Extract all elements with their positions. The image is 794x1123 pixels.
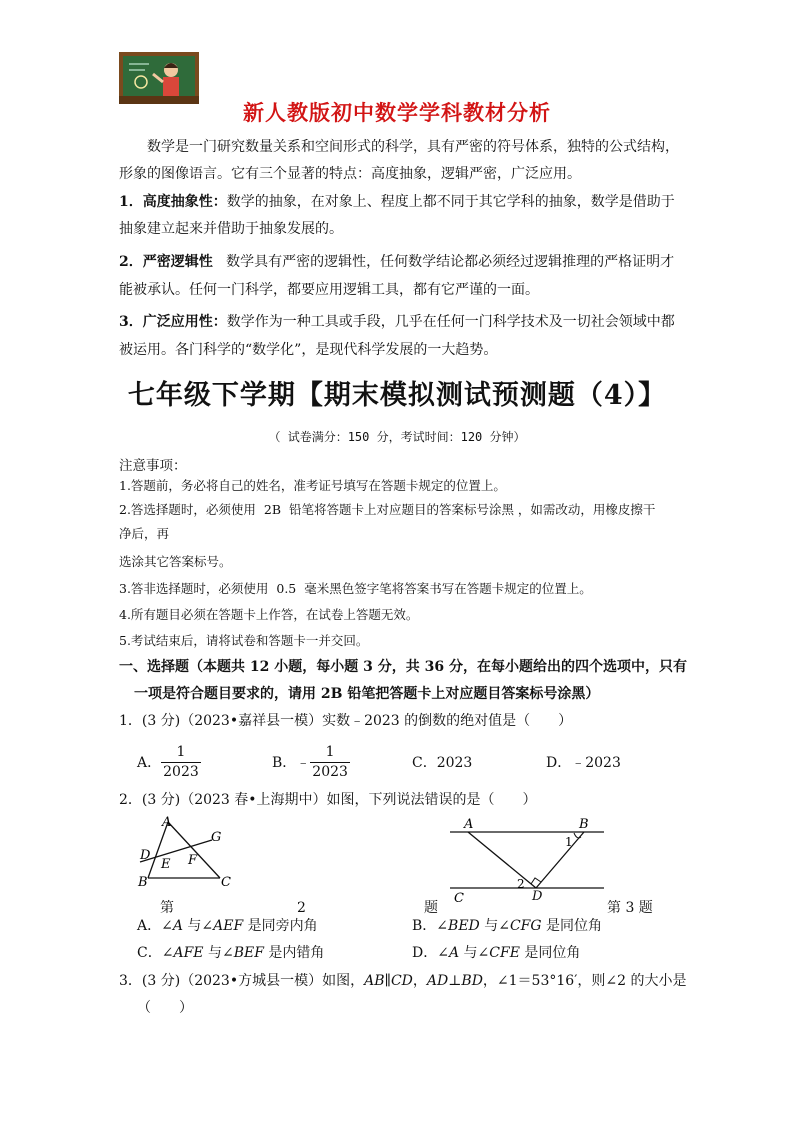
- exam-subtitle: （ 试卷满分：150 分，考试时间：120 分钟）: [268, 430, 526, 444]
- q3-seg-ad: AD: [426, 973, 449, 989]
- intro-point-2-cont: 能被承认。任何一门科学，都要应用逻辑工具，都有它严谨的一面。: [119, 282, 539, 298]
- q2-d-angle-1: A: [448, 945, 460, 961]
- q1-option-a: [137, 741, 201, 783]
- intro-line-2: 形象的图像语言。它有三个显著的特点：高度抽象，逻辑严密，广泛应用。: [119, 166, 581, 182]
- exam-title: 七年级下学期【期末模拟测试预测题（4）】: [127, 380, 667, 411]
- q3-stem-prefix: 3．(3 分)（2023•方城县一模）如图，: [119, 973, 365, 989]
- fig3-label-b: B: [579, 817, 589, 832]
- figure-q3: [448, 812, 608, 906]
- q2-c-angle-1: AFE: [173, 945, 204, 961]
- fig3-label-1: 1: [565, 835, 573, 849]
- q2-option-c: [137, 943, 324, 963]
- intro-point-3: [119, 312, 675, 332]
- point-2-label: 2．严密逻辑性: [119, 254, 213, 270]
- fig3-label-2: 2: [517, 877, 525, 891]
- note-2-cont: 净后，再: [119, 526, 170, 541]
- q1-option-b-fraction: [310, 743, 350, 782]
- q1-a-numerator: 1: [161, 743, 201, 763]
- q2-d-suffix: 是同位角: [519, 945, 581, 961]
- point-1-label: 1．高度抽象性：: [119, 194, 227, 210]
- q2-a-mid: 与∠: [182, 918, 214, 934]
- point-3-text: 数学作为一种工具或手段，几乎在任何一门科学技术及一切社会领域中都: [226, 314, 675, 330]
- q2-b-angle-2: CFG: [509, 918, 542, 934]
- note-2-cont-2: 选涂其它答案标号。: [119, 554, 232, 569]
- fig3-label-d: D: [532, 889, 543, 904]
- intro-point-1: [119, 192, 675, 212]
- section-1-heading-cont: 一项是符合题目要求的，请用 2B 铅笔把答题卡上对应题目答案标号涂黑）: [134, 686, 600, 702]
- fig2-label-e: E: [161, 857, 171, 872]
- intro-point-2: [119, 252, 674, 272]
- q2-c-prefix: C．∠: [137, 945, 174, 961]
- intro-point-1-cont: 抽象建立起来并借助于抽象发展的。: [119, 221, 343, 237]
- q3-comma: ，: [412, 973, 427, 989]
- fig2-label-b: B: [138, 875, 148, 890]
- q1-option-d: D．﹣2023: [546, 755, 621, 771]
- fig2-label-a: A: [162, 815, 172, 830]
- q2-a-suffix: 是同旁内角: [243, 918, 318, 934]
- q1-a-denominator: 2023: [163, 763, 199, 780]
- figure-q2: [134, 812, 244, 892]
- q2-option-b: [412, 916, 602, 936]
- q3-perp: ⊥: [448, 973, 462, 989]
- note-2: 2.答选择题时，必须使用 2B 铅笔将答题卡上对应题目的答案标号涂黑 ，如需改动，用橡皮擦干: [119, 502, 656, 517]
- q2-b-mid: 与∠: [479, 918, 510, 934]
- q2-a-prefix: A．∠: [137, 918, 173, 934]
- page-header-title: 新人教版初中数学学科教材分析: [243, 101, 551, 125]
- fig3-caption: 第 3 题: [607, 900, 653, 916]
- q1-b-denominator: 2023: [312, 763, 348, 780]
- note-4: 4.所有题目必须在答题卡上作答，在试卷上答题无效。: [119, 607, 419, 622]
- q3-stem-suffix: ，∠1＝53°16′，则∠2 的大小是: [482, 973, 687, 989]
- q2-b-suffix: 是同位角: [541, 918, 603, 934]
- point-1-text: 数学的抽象，在对象上、程度上都不同于其它学科的抽象，数学是借助于: [226, 194, 675, 210]
- q2-option-d: [412, 943, 580, 963]
- q2-b-prefix: B．∠: [412, 918, 449, 934]
- q3-seg-cd: CD: [390, 973, 413, 989]
- q2-c-mid: 与∠: [203, 945, 234, 961]
- q3-parallel: ∥: [384, 973, 391, 989]
- q2-d-angle-2: CFE: [489, 945, 520, 961]
- fig2-label-g: G: [211, 830, 222, 845]
- q2-b-angle-1: BED: [448, 918, 480, 934]
- q2-d-prefix: D．∠: [412, 945, 449, 961]
- q1-option-c: C．2023: [412, 755, 473, 771]
- question-2-stem: 2．(3 分)（2023 春•上海期中）如图，下列说法错误的是（ ）: [119, 792, 537, 808]
- q2-option-a: [137, 916, 318, 936]
- fig2-caption-number: 2: [297, 900, 306, 916]
- point-2-text: 数学具有严密的逻辑性，任何数学结论都必须经过逻辑推理的严格证明才: [212, 254, 675, 270]
- note-5: 5.考试结束后，请将试卷和答题卡一并交回。: [119, 633, 369, 648]
- q2-a-angle-1: A: [172, 918, 183, 934]
- fig3-label-c: C: [454, 891, 464, 906]
- q2-c-angle-2: BEF: [233, 945, 264, 961]
- intro-line-1: 数学是一门研究数量关系和空间形式的科学，具有严密的符号体系，独特的公式结构，: [147, 139, 679, 155]
- section-1-heading: 一、选择题（本题共 12 小题，每小题 3 分，共 36 分，在每小题给出的四个选项中，只有: [119, 659, 687, 675]
- fig2-label-c: C: [221, 875, 231, 890]
- q1-option-a-label: A．: [137, 755, 162, 771]
- q1-option-b-label: B．﹣: [272, 755, 311, 771]
- question-3-answer-paren: （ ）: [137, 1000, 193, 1016]
- fig2-caption-suffix: 题: [424, 900, 438, 916]
- q2-c-suffix: 是内错角: [263, 945, 325, 961]
- intro-point-3-cont: 被运用。各门科学的“数学化”，是现代科学发展的一大趋势。: [119, 342, 498, 358]
- q1-b-numerator: 1: [310, 743, 350, 763]
- question-1-stem: 1．(3 分)（2023•嘉祥县一模）实数﹣2023 的倒数的绝对值是（ ）: [119, 713, 573, 729]
- notes-heading: 注意事项：: [119, 458, 187, 474]
- fig2-caption-left: 第: [160, 900, 174, 916]
- point-3-label: 3．广泛应用性：: [119, 314, 227, 330]
- note-1: 1.答题前，务必将自己的姓名，准考证号填写在答题卡规定的位置上。: [119, 478, 506, 493]
- q2-a-angle-2: AEF: [213, 918, 244, 934]
- fig2-label-d: D: [140, 848, 151, 863]
- q3-seg-ab: AB: [364, 973, 385, 989]
- q1-option-a-fraction: [161, 743, 201, 782]
- q3-seg-bd: BD: [461, 973, 483, 989]
- q2-d-mid: 与∠: [459, 945, 490, 961]
- note-3: 3.答非选择题时，必须使用 0.5 毫米黑色签字笔将答案书写在答题卡规定的位置上。: [119, 581, 592, 596]
- question-3-stem: [119, 971, 686, 991]
- fig3-label-a: A: [464, 817, 474, 832]
- q1-option-b: [272, 741, 350, 783]
- fig2-label-f: F: [188, 853, 198, 868]
